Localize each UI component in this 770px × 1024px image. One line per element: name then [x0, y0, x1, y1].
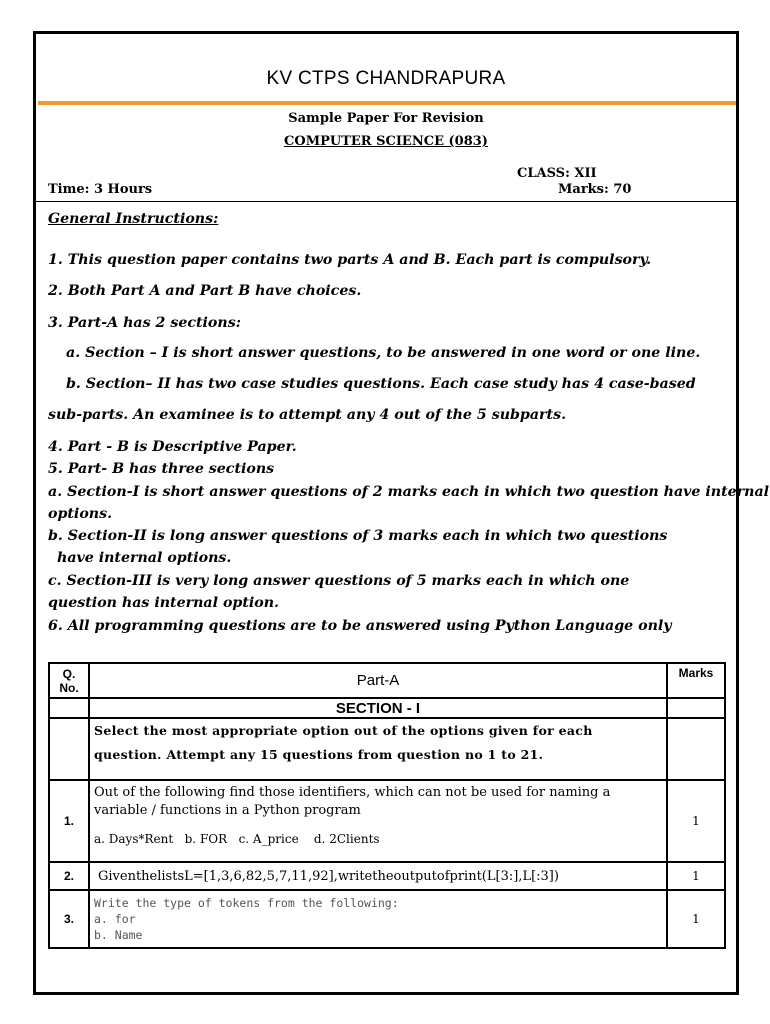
instruction-line: 1. This question paper contains two parts A and B. Each part is compulsory. — [48, 252, 652, 268]
instruction-line: have internal options. — [57, 550, 232, 566]
empty-cell — [667, 718, 725, 780]
part-header: Part-A — [89, 663, 667, 698]
empty-cell — [49, 698, 89, 718]
instructions-heading: General Instructions: — [48, 211, 219, 227]
question-marks: 1 — [667, 890, 725, 948]
instruction-line: 2. Both Part A and Part B have choices. — [48, 283, 362, 299]
empty-cell — [49, 718, 89, 780]
section-row — [49, 698, 725, 718]
marks-label: Marks: 70 — [558, 182, 632, 197]
instruction-line: sub-parts. An examinee is to attempt any 4 out of the 5 subparts. — [48, 407, 567, 423]
instruction-line: b. Section– II has two case studies questions. Each case study has 4 case-based — [66, 376, 696, 392]
question-text: Out of the following find those identifiers, which can not be used for naming a variable / functions in a Python program — [94, 785, 611, 818]
instruction-line: 6. All programming questions are to be answered using Python Language only — [48, 618, 672, 634]
question-option: a. for — [94, 912, 136, 926]
question-table — [48, 662, 726, 949]
section-instruction — [89, 718, 667, 780]
page-frame — [33, 31, 770, 995]
empty-cell — [667, 698, 725, 718]
instruction-line: 3. Part-A has 2 sections: — [48, 315, 241, 331]
question-marks: 1 — [667, 862, 725, 890]
question-number: 2. — [49, 862, 89, 890]
table-header-row — [49, 663, 725, 698]
question-option: b. Name — [94, 928, 143, 942]
table-row — [49, 862, 725, 890]
school-name: KV CTPS CHANDRAPURA — [266, 68, 506, 89]
table-row — [49, 780, 725, 862]
instruction-line: question has internal option. — [48, 595, 279, 611]
instruction-line: c. Section-III is very long answer questions of 5 marks each in which one — [48, 573, 630, 589]
instruction-line: a. Section – I is short answer questions, to be answered in one word or one line. — [66, 345, 701, 361]
time-label: Time: 3 Hours — [48, 182, 153, 197]
section-title: SECTION - I — [89, 698, 667, 718]
instruction-line: a. Section-I is short answer questions of 2 marks each in which two question have internal — [48, 484, 770, 500]
header-divider — [38, 101, 736, 105]
instruction-line: b. Section-II is long answer questions of 3 marks each in which two questions — [48, 528, 668, 544]
paper-title: Sample Paper For Revision — [288, 111, 484, 126]
table-row — [49, 890, 725, 948]
question-cell — [89, 890, 667, 948]
section-instruction-row — [49, 718, 725, 780]
question-text: GiventhelistsL=[1,3,6,82,5,7,11,92],writetheoutputofprint(L[3:],L[:3]) — [89, 862, 667, 890]
question-number: 3. — [49, 890, 89, 948]
marks-header: Marks — [667, 663, 725, 698]
question-options: a. Days*Rent b. FOR c. A_price d. 2Clients — [94, 832, 380, 846]
instruction-line: options. — [48, 506, 113, 522]
question-cell — [89, 780, 667, 862]
question-marks: 1 — [667, 780, 725, 862]
instruction-line: 5. Part- B has three sections — [48, 461, 275, 477]
question-text: Write the type of tokens from the following: — [94, 896, 399, 910]
question-number: 1. — [49, 780, 89, 862]
section-instruction-line: Select the most appropriate option out of the options given for each — [94, 723, 593, 738]
section-instruction-line: question. Attempt any 15 questions from question no 1 to 21. — [94, 747, 544, 762]
subject-title: COMPUTER SCIENCE (083) — [284, 134, 488, 149]
info-divider — [36, 201, 736, 202]
instruction-line: 4. Part - B is Descriptive Paper. — [48, 439, 297, 455]
qno-header: Q. No. — [49, 663, 89, 698]
class-label: CLASS: XII — [517, 166, 597, 181]
